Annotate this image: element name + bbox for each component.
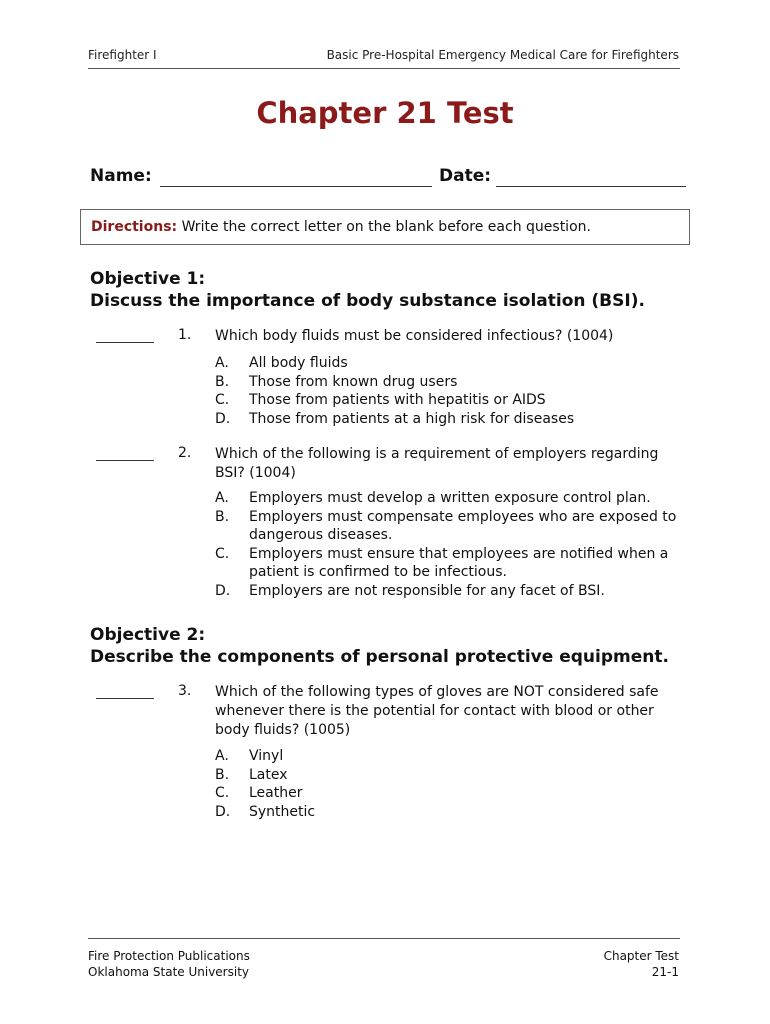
directions-body: Write the correct letter on the blank before each question.	[181, 219, 591, 235]
option-text: Synthetic	[249, 803, 316, 820]
footer-right	[604, 948, 679, 980]
option	[215, 545, 680, 582]
option	[215, 354, 680, 373]
question-3-number: 3.	[178, 683, 192, 699]
option-letter: D.	[215, 582, 231, 599]
question-2-options	[215, 489, 680, 600]
option-text: Those from patients with hepatitis or AIDS	[249, 392, 546, 408]
directions-label: Directions:	[91, 219, 178, 235]
option-text: Leather	[249, 785, 303, 801]
answer-blank-1[interactable]	[96, 342, 154, 343]
running-header-left: Firefighter I	[88, 48, 157, 62]
option	[215, 410, 680, 429]
question-2-number: 2.	[178, 445, 192, 461]
date-label: Date:	[439, 166, 492, 186]
option-text: Employers must compensate employees who are exposed to dangerous diseases.	[249, 508, 677, 543]
question-1-text: Which body fluids must be considered infectious? (1004)	[215, 328, 614, 344]
header-rule	[88, 68, 680, 69]
footer-left	[88, 948, 250, 980]
option-letter: D.	[215, 410, 231, 427]
question-2-text: Which of the following is a requirement of employers regarding BSI? (1004)	[215, 446, 659, 481]
option-letter: A.	[215, 748, 229, 764]
option	[215, 803, 680, 822]
question-1-options	[215, 354, 680, 428]
page-title: Chapter 21 Test	[256, 96, 514, 130]
option	[215, 489, 680, 508]
option-letter: B.	[215, 373, 230, 390]
option-text: Employers must ensure that employees are notified when a patient is confirmed to be infectious.	[249, 545, 669, 580]
footer-doc-type: Chapter Test	[603, 949, 679, 963]
option	[215, 582, 680, 601]
directions-box	[80, 209, 690, 245]
option	[215, 508, 680, 545]
option	[215, 766, 680, 785]
name-label: Name:	[90, 166, 152, 186]
answer-blank-3[interactable]	[96, 698, 154, 699]
footer-publisher: Fire Protection Publications	[88, 949, 250, 963]
option-text: Those from known drug users	[249, 373, 458, 390]
objective-1-description: Discuss the importance of body substance isolation (BSI).	[90, 291, 645, 311]
directions-text	[91, 219, 591, 235]
option-letter: C.	[215, 785, 230, 801]
objective-1-heading: Objective 1:	[90, 269, 206, 289]
date-field[interactable]	[496, 186, 686, 187]
option	[215, 747, 680, 766]
option-letter: D.	[215, 803, 231, 820]
option	[215, 784, 680, 803]
answer-blank-2[interactable]	[96, 460, 154, 461]
option-text: Those from patients at a high risk for diseases	[249, 410, 575, 427]
name-field[interactable]	[160, 186, 432, 187]
option-text: Vinyl	[249, 748, 284, 764]
option-text: Employers must develop a written exposure control plan.	[249, 490, 651, 506]
option-letter: C.	[215, 545, 230, 562]
question-3-text: Which of the following types of gloves are NOT considered safe whenever there is the potential for contact with blood or other body fluids? (1005)	[215, 684, 659, 738]
option-text: Employers are not responsible for any facet of BSI.	[249, 582, 605, 599]
option-text: All body fluids	[249, 355, 348, 371]
page-number: 21-1	[651, 965, 679, 979]
footer-rule	[88, 938, 680, 939]
option-letter: B.	[215, 508, 230, 525]
option-letter: C.	[215, 392, 230, 408]
option	[215, 373, 680, 392]
option-letter: A.	[215, 490, 229, 506]
objective-2-description: Describe the components of personal protective equipment.	[90, 647, 669, 667]
running-header-right: Basic Pre-Hospital Emergency Medical Care for Firefighters	[326, 48, 679, 62]
footer-university: Oklahoma State University	[88, 965, 249, 979]
question-3-options	[215, 747, 680, 821]
option-letter: A.	[215, 355, 229, 371]
objective-2-heading: Objective 2:	[90, 625, 206, 645]
question-1-number: 1.	[178, 327, 192, 343]
option-letter: B.	[215, 766, 230, 783]
option-text: Latex	[249, 766, 288, 783]
option	[215, 391, 680, 410]
